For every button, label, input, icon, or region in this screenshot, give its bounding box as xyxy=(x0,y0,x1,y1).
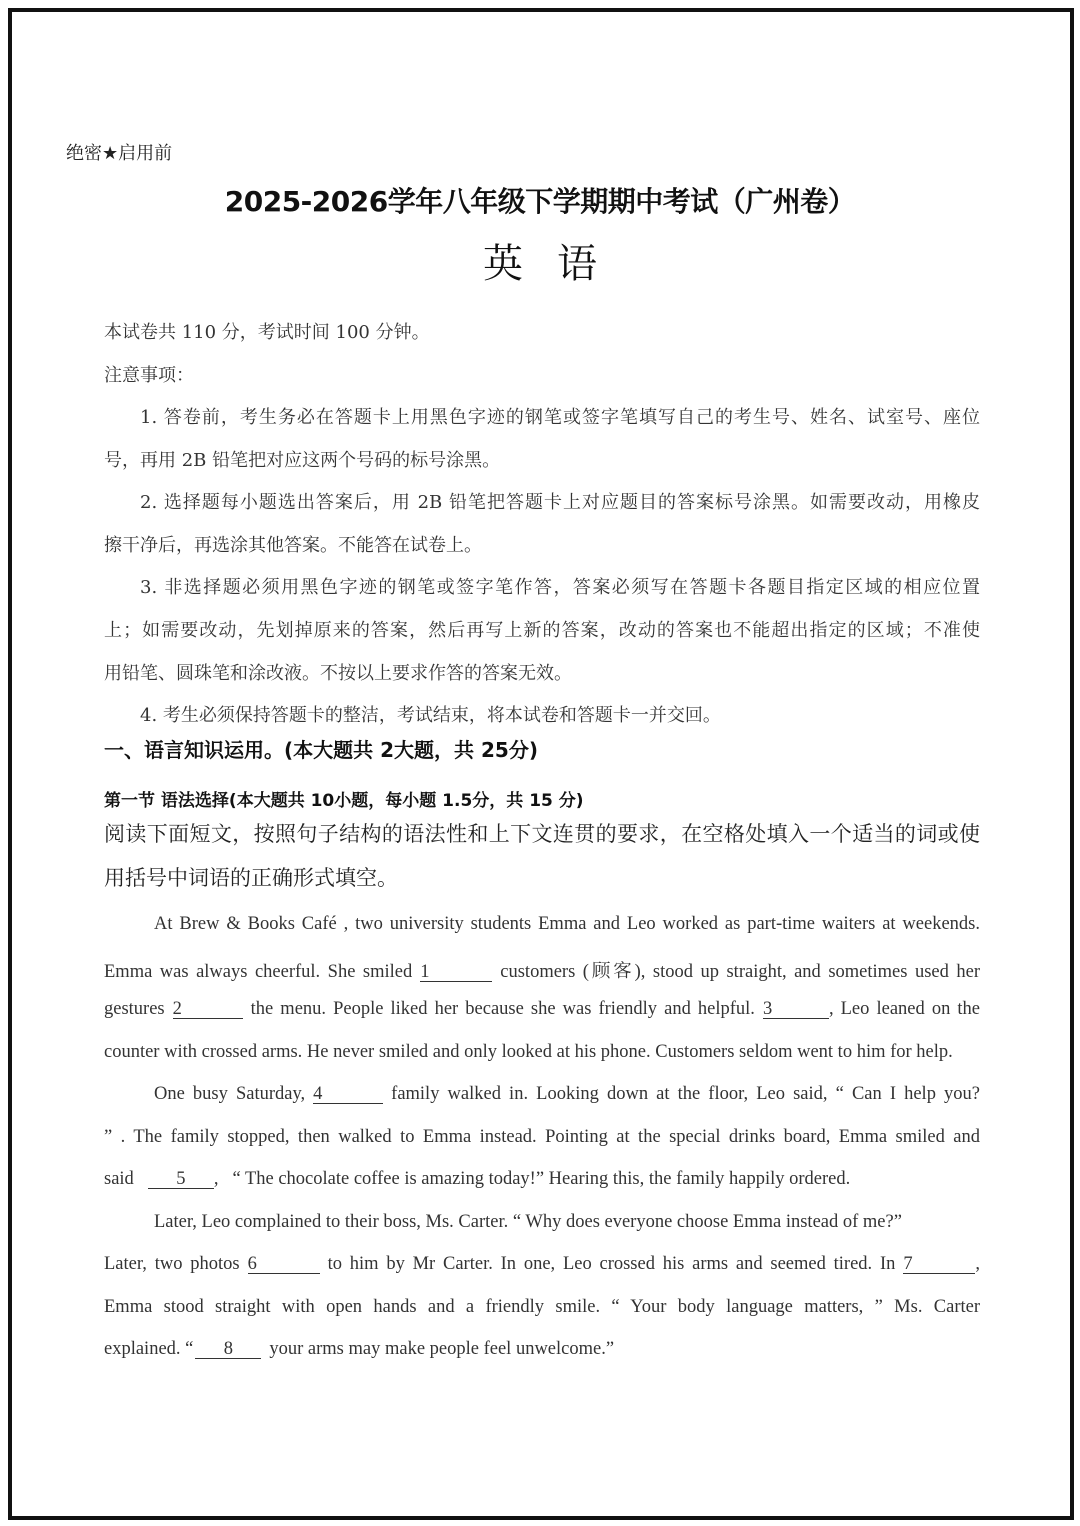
note-2-line-1: 2. 选择题每小题选出答案后，用 2B 铅笔把答题卡上对应题目的答案标号涂黑。如需要改动，用橡皮 xyxy=(140,492,980,513)
passage-text: family walked in. Looking down at the floor, Leo said, xyxy=(391,1084,828,1104)
notes-title: 注意事项： xyxy=(104,365,194,386)
passage-text: “ The chocolate coffee is amazing today!” Hearing this, the family happily ordered. xyxy=(232,1169,851,1189)
passage-text: said xyxy=(104,1169,134,1189)
passage-line xyxy=(104,1169,980,1190)
passage-text: One busy Saturday, xyxy=(154,1084,306,1104)
passage-line: Later, Leo complained to their boss, Ms. Carter. “ Why does everyone choose Emma instead of me?” xyxy=(154,1212,902,1232)
part-1-title: 第一节 语法选择(本大题共 10小题，每小题 1.5分，共 15 分) xyxy=(104,791,584,811)
passage-text: , Leo leaned on the xyxy=(828,999,980,1019)
note-3-line-3: 用铅笔、圆珠笔和涂改液。不按以上要求作答的答案无效。 xyxy=(104,663,572,684)
answer-blank-5[interactable]: 5 xyxy=(148,1170,214,1189)
passage-text: customers (顾客), stood up straight, and sometimes used her xyxy=(500,962,980,982)
passage-line xyxy=(104,999,980,1020)
passage-line xyxy=(104,957,980,983)
passage-line: counter with crossed arms. He never smiled and only looked at his phone. Customers seldom went to him for help. xyxy=(104,1042,953,1062)
exam-summary: 本试卷共 110 分，考试时间 100 分钟。 xyxy=(104,322,430,343)
answer-blank-1[interactable]: 1 xyxy=(420,963,492,982)
note-4-line-1: 4. 考生必须保持答题卡的整洁，考试结束，将本试卷和答题卡一并交回。 xyxy=(140,705,721,726)
passage-text: , xyxy=(213,1169,219,1189)
passage-text: the menu. People liked her because she was friendly and helpful. xyxy=(250,999,755,1019)
passage-text: explained. “ xyxy=(104,1339,194,1359)
section-1-title: 一、语言知识运用。(本大题共 2大题，共 25分) xyxy=(104,738,538,762)
passage-text: to him by Mr Carter. In one, Leo crossed his arms and seemed tired. In xyxy=(327,1254,896,1274)
passage-text: your arms may make people feel unwelcome.” xyxy=(269,1339,615,1359)
passage-text: Later, two photos xyxy=(104,1254,240,1274)
passage-text: Emma was always cheerful. She smiled xyxy=(104,962,413,982)
passage-line: Emma stood straight with open hands and a friendly smile. “ Your body language matters, ” Ms. Carter xyxy=(104,1297,980,1317)
note-1-line-1: 1. 答卷前，考生务必在答题卡上用黑色字迹的钢笔或签字笔填写自己的考生号、姓名、试室号、座位 xyxy=(140,407,980,428)
answer-blank-8[interactable]: 8 xyxy=(195,1340,261,1359)
subject-title: 英语 xyxy=(483,241,631,287)
note-3-line-2: 上；如需要改动，先划掉原来的答案，然后再写上新的答案，改动的答案也不能超出指定的区域；不准使 xyxy=(104,620,980,641)
answer-blank-2[interactable]: 2 xyxy=(173,1000,243,1019)
answer-blank-3[interactable]: 3 xyxy=(763,1000,829,1019)
answer-blank-7[interactable]: 7 xyxy=(903,1255,975,1274)
instruction-line-1: 阅读下面短文，按照句子结构的语法性和上下文连贯的要求，在空格处填入一个适当的词或使 xyxy=(104,822,980,846)
passage-text: gestures xyxy=(104,999,165,1019)
note-2-line-2: 擦干净后，再选涂其他答案。不能答在试卷上。 xyxy=(104,535,482,556)
answer-blank-4[interactable]: 4 xyxy=(313,1085,383,1104)
passage-line: ” . The family stopped, then walked to Emma instead. Pointing at the special drinks board, Emma smiled and xyxy=(104,1127,980,1147)
note-3-line-1: 3. 非选择题必须用黑色字迹的钢笔或签字笔作答，答案必须写在答题卡各题目指定区域的相应位置 xyxy=(140,577,980,598)
instruction-line-2: 用括号中词语的正确形式填空。 xyxy=(104,866,398,890)
secret-mark: 绝密★启用前 xyxy=(66,143,173,164)
passage-line xyxy=(154,1084,980,1105)
note-1-line-2: 号，再用 2B 铅笔把对应这两个号码的标号涂黑。 xyxy=(104,450,501,471)
passage-text: “ Can I help you? xyxy=(835,1084,981,1104)
passage-line: At Brew & Books Café , two university students Emma and Leo worked as part-time waiters at weekends. xyxy=(154,914,980,934)
passage-line xyxy=(104,1254,980,1275)
passage-text: , xyxy=(975,1254,980,1274)
passage-line xyxy=(104,1339,980,1360)
exam-title: 2025-2026学年八年级下学期期中考试（广州卷） xyxy=(224,185,856,218)
answer-blank-6[interactable]: 6 xyxy=(248,1255,320,1274)
